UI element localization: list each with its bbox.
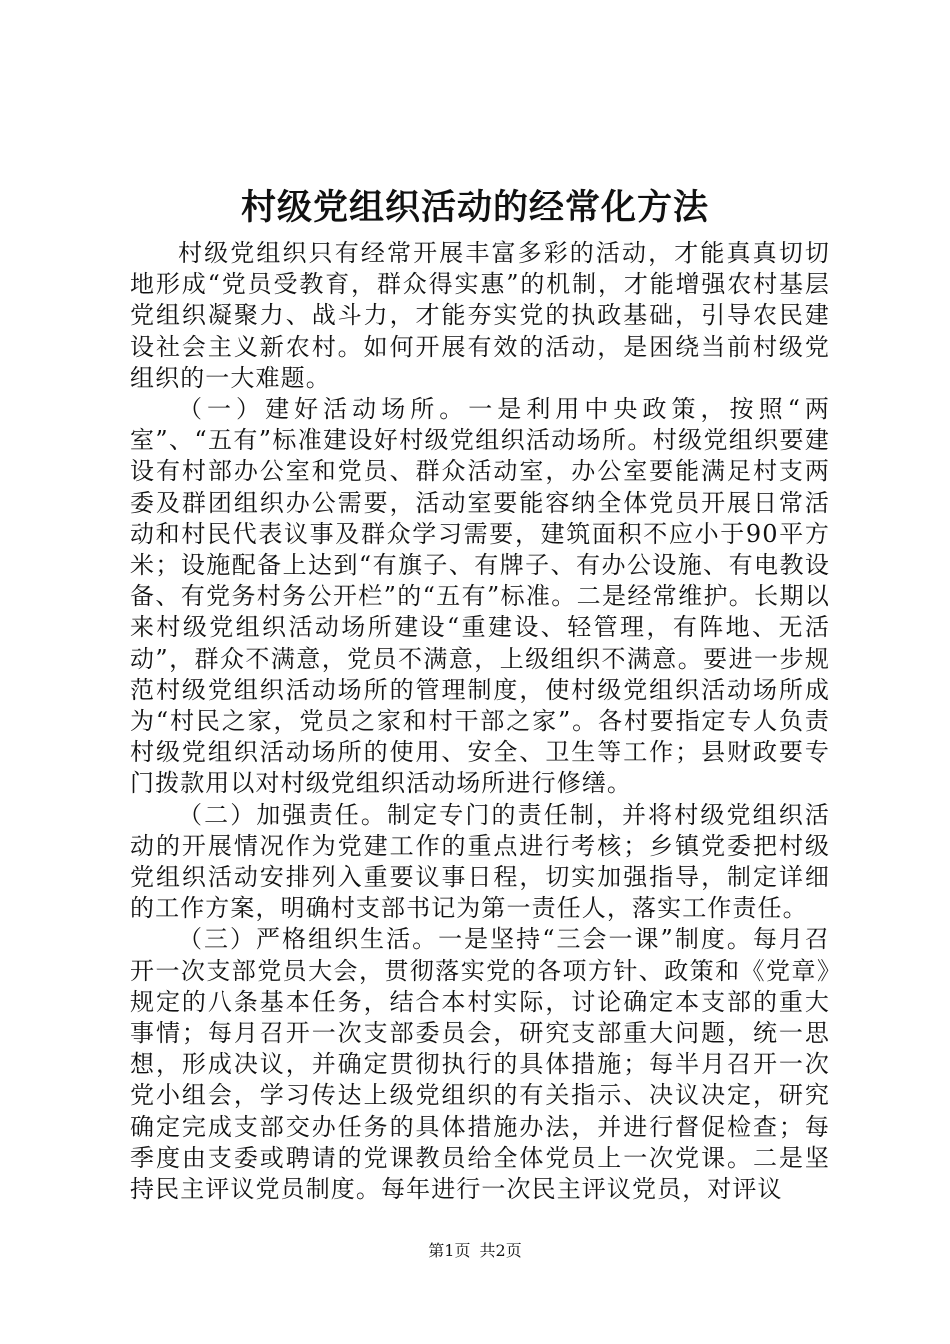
paragraph-section-1: （一）建好活动场所。一是利用中央政策，按照“两室”、“五有”标准建设好村级党组织活动场所。村级党组织要建设有村部办公室和党员、群众活动室，办公室要能满足村支两委及群团组织办公需要，活动室要能容纳全体党员开展日常活动和村民代表议事及群众学习需要，建筑面积不应小于90平方米；设施配备上达到“有旗子、有牌子、有办公设施、有电教设备、有党务村务公开栏”的“五有”标准。二是经常维护。长期以来村级党组织活动场所建设“重建设、轻管理，有阵地、无活动”，群众不满意，党员不满意，上级组织不满意。要进一步规范村级党组织活动场所的管理制度，使村级党组织活动场所成为“村民之家，党员之家和村干部之家”。各村要指定专人负责村级党组织活动场所的使用、安全、卫生等工作；县财政要专门拨款用以对村级党组织活动场所进行修缮。 bbox=[130, 395, 830, 798]
paragraph-intro: 村级党组织只有经常开展丰富多彩的活动，才能真真切切地形成“党员受教育，群众得实惠”的机制，才能增强农村基层党组织凝聚力、战斗力，才能夯实党的执政基础，引导农民建设社会主义新农村。如何开展有效的活动，是困绕当前村级党组织的一大难题。 bbox=[130, 239, 830, 392]
paragraph-section-2: （二）加强责任。制定专门的责任制，并将村级党组织活动的开展情况作为党建工作的重点进行考核；乡镇党委把村级党组织活动安排列入重要议事日程，切实加强指导，制定详细的工作方案，明确村支部书记为第一责任人，落实工作责任。 bbox=[130, 800, 830, 923]
page-footer bbox=[0, 1240, 950, 1262]
page-total: 共2页 bbox=[479, 1241, 522, 1260]
document-body bbox=[130, 238, 830, 1205]
paragraph-section-3: （三）严格组织生活。一是坚持“三会一课”制度。每月召开一次支部党员大会，贯彻落实党的各项方针、政策和《党章》规定的八条基本任务，结合本村实际，讨论确定本支部的重大事情；每月召开一次支部委员会，研究支部重大问题，统一思想，形成决议，并确定贯彻执行的具体措施；每半月召开一次党小组会，学习传达上级党组织的有关指示、决议决定，研究确定完成支部交办任务的具体措施办法，并进行督促检查；每季度由支委或聘请的党课教员给全体党员上一次党课。二是坚持民主评议党员制度。每年进行一次民主评议党员，对评议 bbox=[130, 925, 830, 1204]
document-title: 村级党组织活动的经常化方法 bbox=[240, 187, 709, 228]
page-number: 第1页 bbox=[428, 1241, 471, 1260]
